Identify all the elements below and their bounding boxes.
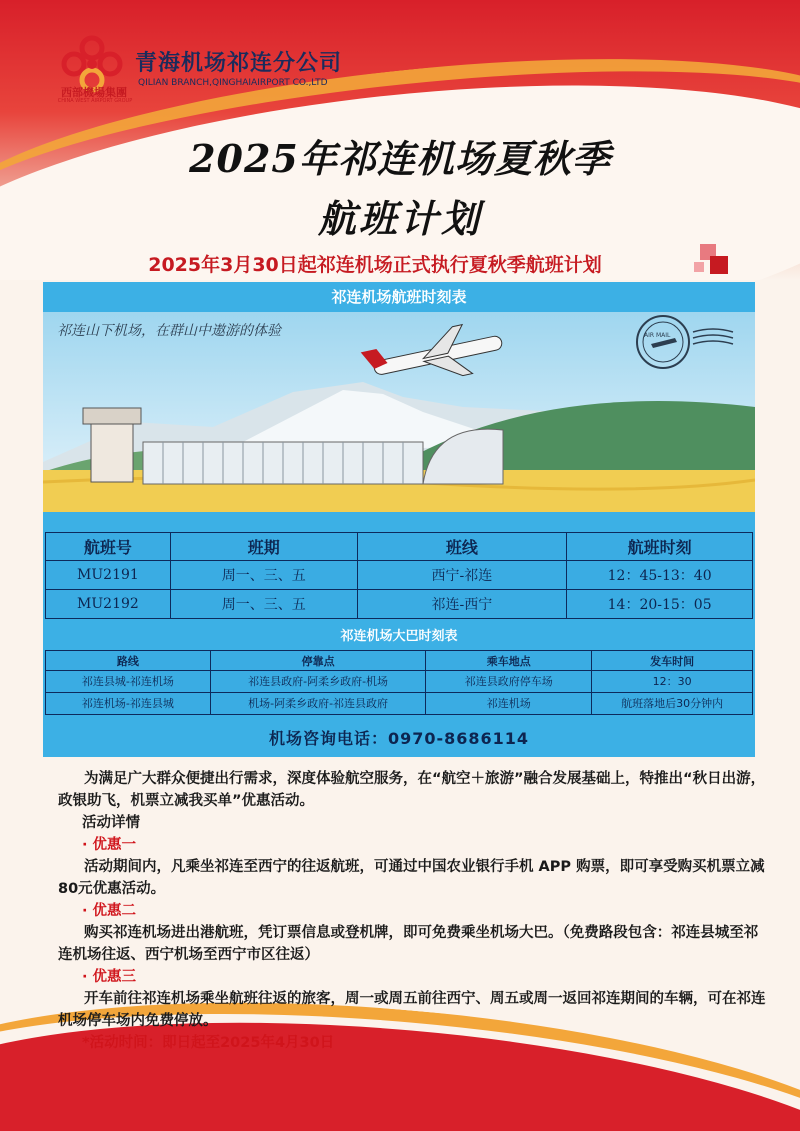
offer-text: 活动期间内，凡乘坐祁连至西宁的往返航班，可通过中国农业银行手机 APP 购票，即可享受购买机票立减80元优惠活动。: [58, 859, 765, 897]
col-stops: 停靠点: [210, 651, 426, 671]
schedule-panel: [43, 282, 755, 757]
boarding-cell: 祁连机场: [426, 693, 592, 715]
airport-illustration: [43, 312, 755, 512]
offer-label: · 优惠二: [82, 903, 137, 919]
promo-section: [58, 768, 770, 1054]
col-route: 班线: [357, 533, 567, 561]
decorative-squares: [688, 242, 728, 282]
illustration-calligraphy: 祁连山下机场，在群山中遨游的体验: [57, 323, 281, 339]
table-row: [46, 590, 753, 619]
flight-no-cell: MU2191: [46, 561, 171, 590]
group-name-en: CHINA WEST AIRPORT GROUP: [57, 98, 133, 104]
stops-cell: 祁连县政府-阿柔乡政府-机场: [210, 671, 426, 693]
bus-schedule-table: [45, 650, 753, 715]
stops-cell: 机场-阿柔乡政府-祁连县政府: [210, 693, 426, 715]
time-cell: 12：45-13：40: [567, 561, 753, 590]
company-name-en: QILIAN BRANCH,QINGHAIAIRPORT CO.,LTD: [138, 78, 328, 88]
col-flight-no: 航班号: [46, 533, 171, 561]
table-row: [46, 561, 753, 590]
offer-label: · 优惠一: [82, 837, 137, 853]
bus-route-cell: 祁连机场-祁连县城: [46, 693, 211, 715]
time-cell: 14：20-15：05: [567, 590, 753, 619]
col-boarding: 乘车地点: [426, 651, 592, 671]
bus-table-header-row: [46, 651, 753, 671]
airmail-stamp-text: AIR MAIL: [644, 332, 671, 339]
flight-schedule-table: [45, 532, 753, 619]
offer-label: · 优惠三: [82, 969, 137, 985]
subtitle: 2025年3月30日起祁连机场正式执行夏秋季航班计划: [148, 254, 602, 276]
page-title-line1: 2025年祁连机场夏秋季: [189, 136, 611, 181]
days-cell: 周一、三、五: [170, 561, 357, 590]
boarding-cell: 祁连县政府停车场: [426, 671, 592, 693]
hotline-text: 机场咨询电话：0970-8686114: [268, 729, 530, 748]
departure-cell: 航班落地后30分钟内: [592, 693, 753, 715]
table-row: [46, 671, 753, 693]
flight-table-header-row: [46, 533, 753, 561]
col-time: 航班时刻: [567, 533, 753, 561]
group-name-cn: 西部機場集團: [61, 86, 127, 99]
flight-no-cell: MU2192: [46, 590, 171, 619]
offer-text: 购买祁连机场进出港航班，凭订票信息或登机牌，即可免费乘坐机场大巴。（免费路段包含：祁连县城至祁连机场往返、西宁机场至西宁市区往返）: [58, 925, 759, 963]
company-name-cn: 青海机场祁连分公司: [135, 51, 343, 76]
bus-route-cell: 祁连县城-祁连机场: [46, 671, 211, 693]
bus-schedule-header: 祁连机场大巴时刻表: [340, 629, 458, 644]
route-cell: 西宁-祁连: [357, 561, 567, 590]
col-bus-route: 路线: [46, 651, 211, 671]
promo-details-label: 活动详情: [82, 815, 140, 831]
route-cell: 祁连-西宁: [357, 590, 567, 619]
departure-cell: 12：30: [592, 671, 753, 693]
table-row: [46, 693, 753, 715]
col-departure: 发车时间: [592, 651, 753, 671]
promo-period: *活动时间：即日起至2025年4月30日: [82, 1035, 335, 1051]
offer-text: 开车前往祁连机场乘坐航班往返的旅客，周一或周五前往西宁、周五或周一返回祁连期间的车辆，可在祁连机场停车场内免费停放。: [58, 991, 766, 1029]
col-days: 班期: [170, 533, 357, 561]
days-cell: 周一、三、五: [170, 590, 357, 619]
page-title-line2: 航班计划: [317, 196, 482, 241]
promo-intro: 为满足广大群众便捷出行需求，深度体验航空服务，在“航空＋旅游”融合发展基础上，特推出“秋日出游，政银助飞，机票立减我买单”优惠活动。: [58, 771, 766, 809]
flight-schedule-header: 祁连机场航班时刻表: [331, 288, 467, 306]
